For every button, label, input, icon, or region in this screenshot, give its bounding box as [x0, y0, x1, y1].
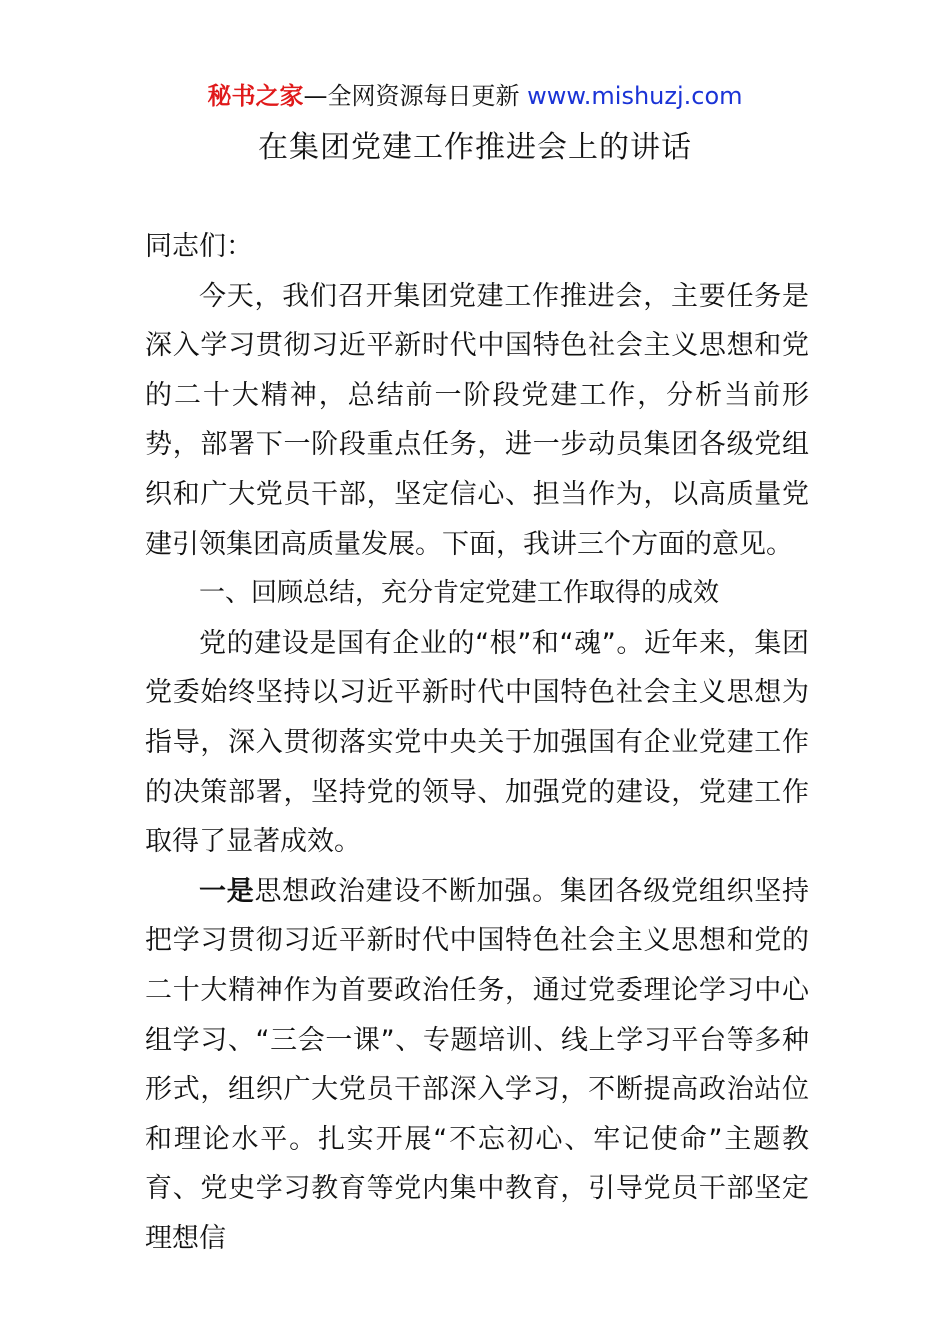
header-tagline: —全网资源每日更新 — [303, 82, 528, 110]
document-body — [145, 222, 809, 1263]
point-one-paragraph — [145, 867, 809, 1264]
document-title: 在集团党建工作推进会上的讲话 — [258, 130, 692, 165]
site-header — [0, 80, 950, 112]
header-url-link[interactable]: www.mishuzj.com — [527, 82, 743, 110]
section-heading: 一、回顾总结，充分肯定党建工作取得的成效 — [199, 578, 720, 609]
header-brand: 秘书之家 — [207, 82, 304, 110]
salutation: 同志们： — [145, 231, 253, 262]
point-one-lead: 一是 — [199, 875, 255, 907]
section-intro-paragraph: 党的建设是国有企业的“根”和“魂”。近年来，集团党委始终坚持以习近平新时代中国特色社会主义思想为指导，深入贯彻落实党中央关于加强国有企业党建工作的决策部署，坚持党的领导、加强党的建设，党建工作取得了显著成效。 — [145, 627, 809, 858]
intro-paragraph: 今天，我们召开集团党建工作推进会，主要任务是深入学习贯彻习近平新时代中国特色社会主义思想和党的二十大精神，总结前一阶段党建工作，分析当前形势，部署下一阶段重点任务，进一步动员集团各级党组织和广大党员干部，坚定信心、担当作为，以高质量党建引领集团高质量发展。下面，我讲三个方面的意见。 — [145, 280, 809, 560]
point-one-text: 思想政治建设不断加强。集团各级党组织坚持把学习贯彻习近平新时代中国特色社会主义思想和党的二十大精神作为首要政治任务，通过党委理论学习中心组学习、“三会一课”、专题培训、线上学习平台等多种形式，组织广大党员干部深入学习，不断提高政治站位和理论水平。扎实开展“不忘初心、牢记使命”主题教育、党史学习教育等党内集中教育，引导党员干部坚定理想信 — [145, 875, 810, 1254]
